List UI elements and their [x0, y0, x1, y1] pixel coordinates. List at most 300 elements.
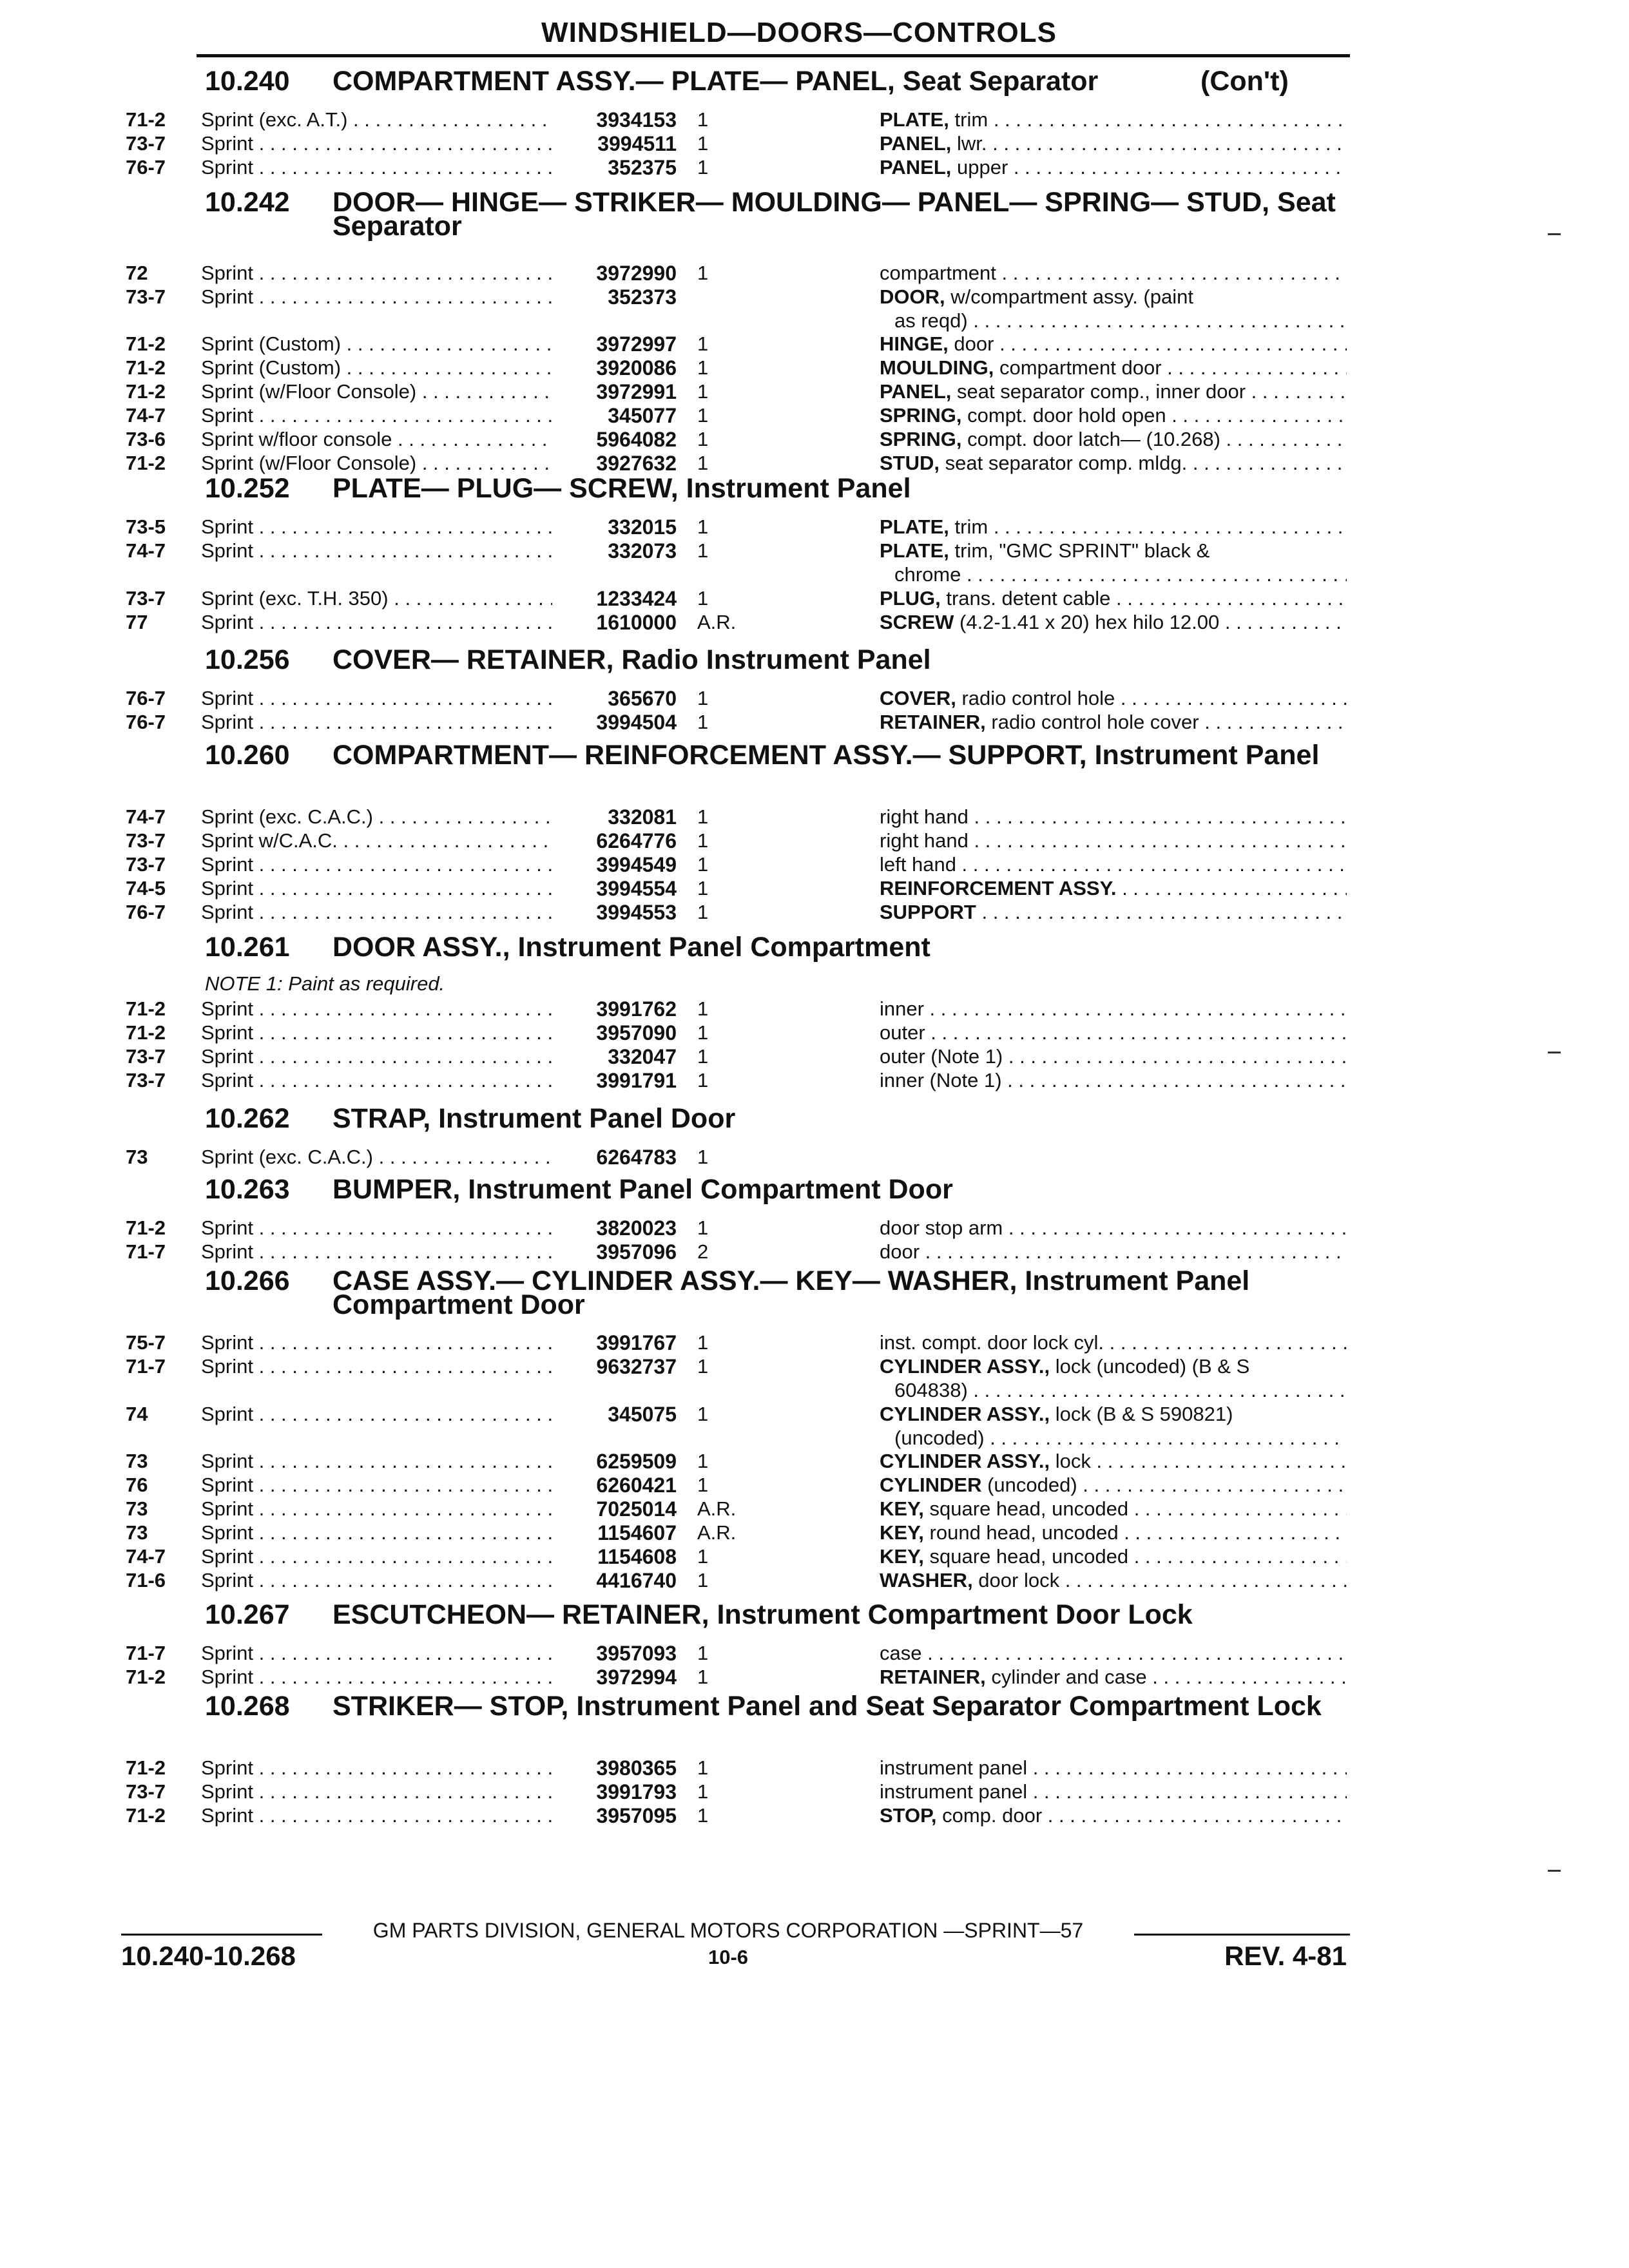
quantity: 1	[697, 156, 709, 178]
part-row	[0, 156, 1629, 179]
model-year-code: 71-2	[126, 452, 166, 474]
part-description	[880, 587, 1347, 610]
part-row	[0, 1545, 1629, 1568]
footer-rule-right	[1134, 1934, 1350, 1936]
model-name: Sprint . . .	[201, 1497, 552, 1521]
part-number: 365670	[608, 687, 677, 710]
part-number: 3972997	[596, 332, 677, 356]
section-title: COVER— RETAINER, Radio Instrument Panel	[333, 644, 931, 675]
description-text: (uncoded)	[981, 1474, 1077, 1496]
part-number: 332047	[608, 1045, 677, 1068]
model-year-code: 72	[126, 262, 148, 284]
section-number: 10.267	[205, 1599, 290, 1630]
section-title: CASE ASSY.— CYLINDER ASSY.— KEY— WASHER, Instrument Panel Compartment Door	[333, 1265, 1250, 1320]
part-description	[880, 539, 1347, 562]
quantity: 1	[697, 877, 709, 899]
part-description	[880, 1666, 1347, 1689]
model-name: Sprint (exc. C.A.C.) . . .	[201, 805, 552, 829]
description-keyword: RETAINER,	[880, 1666, 986, 1688]
quantity: 1	[697, 1545, 709, 1568]
part-number: 1154608	[597, 1545, 677, 1568]
part-number: 6259509	[596, 1450, 677, 1473]
part-row	[0, 515, 1629, 539]
description-keyword: STOP,	[880, 1804, 937, 1827]
description-keyword: MOULDING,	[880, 356, 994, 379]
part-description	[880, 1045, 1347, 1068]
quantity: 2	[697, 1240, 709, 1263]
quantity: 1	[697, 452, 709, 474]
part-description	[880, 108, 1347, 131]
model-name: Sprint . . .	[201, 1756, 552, 1780]
quantity: 1	[697, 1474, 709, 1496]
part-row	[0, 404, 1629, 427]
model-name: Sprint . . .	[201, 1045, 552, 1068]
part-description-continued: 604838) . . .	[894, 1379, 1347, 1402]
description-keyword: PLATE,	[880, 515, 949, 538]
description-keyword: PANEL,	[880, 156, 952, 178]
description-keyword: PLATE,	[880, 539, 949, 562]
model-year-code: 71-2	[126, 1756, 166, 1779]
part-number: 3991791	[596, 1069, 677, 1092]
part-number: 1233424	[596, 587, 677, 610]
part-number: 3820023	[596, 1216, 677, 1240]
part-number: 3994511	[597, 132, 677, 155]
part-number: 3957096	[596, 1240, 677, 1264]
part-description	[880, 829, 1347, 852]
quantity: 1	[697, 380, 709, 403]
quantity: 1	[697, 1666, 709, 1688]
part-row	[0, 1403, 1629, 1426]
model-name: Sprint . . .	[201, 997, 552, 1021]
part-row	[0, 1756, 1629, 1780]
quantity: 1	[697, 1642, 709, 1664]
part-number: 352373	[608, 285, 677, 309]
part-number: 1610000	[596, 611, 677, 634]
model-year-code: 71-2	[126, 356, 166, 379]
model-name: Sprint . . .	[201, 1569, 552, 1592]
model-year-code: 71-2	[126, 1804, 166, 1827]
model-year-code: 73-7	[126, 285, 166, 308]
quantity: 1	[697, 1045, 709, 1068]
part-description	[880, 452, 1347, 475]
description-text: seat separator comp. mldg.	[940, 452, 1188, 474]
model-name: Sprint . . .	[201, 1780, 552, 1803]
section-title: DOOR ASSY., Instrument Panel Compartment	[333, 932, 930, 963]
model-year-code: 73-6	[126, 428, 166, 450]
model-name: Sprint (exc. A.T.) . . .	[201, 108, 552, 131]
part-row	[0, 1450, 1629, 1473]
description-text: radio control hole	[956, 687, 1115, 709]
model-name: Sprint . . .	[201, 1804, 552, 1827]
part-row	[0, 1021, 1629, 1044]
model-name: Sprint (w/Floor Console) . . .	[201, 380, 552, 403]
part-number: 3934153	[596, 108, 677, 131]
part-description-continued: (uncoded) . . .	[894, 1427, 1347, 1450]
description-text: (4.2-1.41 x 20) hex hilo 12.00 . . .	[954, 611, 1253, 633]
model-year-code: 73-7	[126, 132, 166, 155]
description-keyword: SCREW	[880, 611, 954, 633]
model-year-code: 71-6	[126, 1569, 166, 1591]
part-description	[880, 805, 1347, 829]
page-header-title: WINDSHIELD—DOORS—CONTROLS	[541, 17, 1057, 48]
description-keyword: CYLINDER ASSY.,	[880, 1355, 1050, 1378]
description-text: upper	[951, 156, 1008, 178]
part-number: 345077	[608, 404, 677, 427]
quantity: 1	[697, 1804, 709, 1827]
part-number: 3991793	[596, 1780, 677, 1803]
part-number: 352375	[608, 156, 677, 179]
part-number: 3957093	[596, 1642, 677, 1665]
part-description	[880, 1450, 1347, 1473]
part-number: 3957090	[596, 1021, 677, 1044]
part-row	[0, 877, 1629, 900]
part-row	[0, 1216, 1629, 1240]
quantity: 1	[697, 356, 709, 379]
section-number: 10.260	[205, 740, 290, 771]
part-description	[880, 404, 1347, 427]
section-note: NOTE 1: Paint as required.	[205, 972, 445, 995]
model-name: Sprint . . .	[201, 853, 552, 876]
description-text: radio control hole cover	[985, 711, 1199, 733]
part-row	[0, 380, 1629, 403]
description-text: seat separator comp., inner door . .	[951, 380, 1268, 403]
part-row	[0, 1569, 1629, 1592]
model-year-code: 76-7	[126, 156, 166, 178]
quantity: 1	[697, 1450, 709, 1472]
model-name: Sprint . . .	[201, 285, 552, 309]
model-name: Sprint . . .	[201, 687, 552, 710]
description-text: compartment	[880, 262, 996, 284]
quantity: 1	[697, 428, 709, 450]
description-text: cylinder and case	[985, 1666, 1147, 1688]
part-row	[0, 1146, 1629, 1169]
part-number: 6260421	[596, 1474, 677, 1497]
description-keyword: SPRING,	[880, 404, 962, 427]
description-text: comp. door	[936, 1804, 1043, 1827]
section-number: 10.256	[205, 644, 290, 675]
part-description	[880, 1756, 1347, 1780]
model-name: Sprint . . .	[201, 1403, 552, 1426]
part-number: 3972991	[596, 380, 677, 403]
model-year-code: 71-7	[126, 1355, 166, 1378]
model-year-code: 71-7	[126, 1240, 166, 1263]
part-description	[880, 380, 1347, 403]
margin-mark	[1548, 1870, 1561, 1872]
description-text: trim	[949, 515, 988, 538]
part-row	[0, 1804, 1629, 1827]
quantity: 1	[697, 1569, 709, 1591]
section-title: DOOR— HINGE— STRIKER— MOULDING— PANEL— SPRING— STUD, Seat Separator	[333, 187, 1336, 242]
part-row	[0, 356, 1629, 380]
description-keyword: DOOR,	[880, 285, 945, 308]
description-text: compartment door	[994, 356, 1162, 379]
part-description	[880, 1240, 1347, 1264]
model-name: Sprint . . .	[201, 1521, 552, 1544]
model-year-code: 73-7	[126, 829, 166, 852]
part-number: 332081	[608, 805, 677, 829]
part-number: 3927632	[596, 452, 677, 475]
part-row-continued	[0, 309, 1629, 332]
model-year-code: 73-7	[126, 1780, 166, 1803]
description-text: square head, uncoded	[923, 1497, 1129, 1520]
part-description	[880, 1545, 1347, 1568]
part-row	[0, 285, 1629, 309]
model-name: Sprint . . .	[201, 711, 552, 734]
model-name: Sprint . . .	[201, 1666, 552, 1689]
quantity: 1	[697, 1331, 709, 1354]
model-year-code: 74-7	[126, 404, 166, 427]
description-text: square head, uncoded	[923, 1545, 1129, 1568]
part-number: 3991762	[596, 997, 677, 1021]
model-year-code: 74-7	[126, 805, 166, 828]
part-row	[0, 428, 1629, 451]
part-description	[880, 356, 1347, 380]
section-number: 10.261	[205, 932, 290, 963]
part-description	[880, 1331, 1347, 1354]
model-name: Sprint . . .	[201, 132, 552, 155]
part-description	[880, 877, 1347, 900]
part-row	[0, 1045, 1629, 1068]
model-name: Sprint . . .	[201, 262, 552, 285]
part-row-continued	[0, 563, 1629, 586]
part-row-continued	[0, 1379, 1629, 1402]
part-row	[0, 829, 1629, 852]
part-number: 3972990	[596, 262, 677, 285]
model-year-code: 74-7	[126, 539, 166, 562]
description-keyword: PANEL,	[880, 132, 952, 155]
part-row	[0, 711, 1629, 734]
quantity: 1	[697, 687, 709, 709]
description-text: instrument panel	[880, 1780, 1028, 1803]
quantity: A.R.	[697, 611, 737, 633]
model-year-code: 74-7	[126, 1545, 166, 1568]
part-description-continued: chrome . . .	[894, 563, 1347, 586]
description-keyword: SPRING,	[880, 428, 962, 450]
part-description	[880, 611, 1347, 634]
description-text: door stop arm	[880, 1216, 1003, 1239]
part-row	[0, 1355, 1629, 1378]
quantity: 1	[697, 1403, 709, 1425]
description-text: lwr.	[951, 132, 987, 155]
part-row	[0, 1521, 1629, 1544]
section-title: STRAP, Instrument Panel Door	[333, 1103, 736, 1134]
model-year-code: 71-2	[126, 1021, 166, 1044]
part-description	[880, 1497, 1347, 1521]
model-name: Sprint . . .	[201, 1355, 552, 1378]
quantity: 1	[697, 1069, 709, 1091]
part-row	[0, 1497, 1629, 1521]
section-title: PLATE— PLUG— SCREW, Instrument Panel	[333, 473, 911, 504]
description-keyword: HINGE,	[880, 332, 949, 355]
quantity: 1	[697, 1355, 709, 1378]
part-number: 6264776	[596, 829, 677, 852]
quantity: 1	[697, 515, 709, 538]
model-name: Sprint . . .	[201, 1642, 552, 1665]
part-number: 9632737	[596, 1355, 677, 1378]
model-name: Sprint (exc. T.H. 350) . . .	[201, 587, 552, 610]
part-number: 3994549	[596, 853, 677, 876]
model-year-code: 73-5	[126, 515, 166, 538]
part-description	[880, 428, 1347, 451]
part-number: 3980365	[596, 1756, 677, 1780]
model-year-code: 76-7	[126, 687, 166, 709]
quantity: 1	[697, 711, 709, 733]
description-text: trim, "GMC SPRINT" black &	[949, 539, 1210, 562]
description-text: outer (Note 1)	[880, 1045, 1003, 1068]
description-text: instrument panel	[880, 1756, 1028, 1779]
description-keyword: KEY,	[880, 1521, 924, 1544]
model-name: Sprint . . .	[201, 539, 552, 562]
part-row	[0, 1780, 1629, 1803]
footer-range: 10.240-10.268	[121, 1941, 296, 1971]
part-row	[0, 1240, 1629, 1264]
part-number: 3957095	[596, 1804, 677, 1827]
model-name: Sprint . . .	[201, 515, 552, 539]
part-row	[0, 853, 1629, 876]
part-description	[880, 1642, 1347, 1665]
description-text: door	[880, 1240, 920, 1263]
model-name: Sprint w/C.A.C. . . .	[201, 829, 552, 852]
description-keyword: CYLINDER	[880, 1474, 982, 1496]
section-number: 10.242	[205, 187, 290, 218]
section-number: 10.268	[205, 1691, 290, 1722]
model-year-code: 73	[126, 1521, 148, 1544]
model-name: Sprint . . .	[201, 877, 552, 900]
quantity: 1	[697, 1756, 709, 1779]
quantity: 1	[697, 1146, 709, 1168]
part-description	[880, 132, 1347, 155]
part-description	[880, 1069, 1347, 1092]
description-text: trim	[949, 108, 988, 131]
part-row	[0, 539, 1629, 562]
part-row	[0, 997, 1629, 1021]
part-description	[880, 997, 1347, 1021]
footer-page-number: 10-6	[708, 1946, 749, 1968]
description-keyword: KEY,	[880, 1545, 924, 1568]
model-name: Sprint (Custom) . . .	[201, 356, 552, 380]
part-number: 4416740	[596, 1569, 677, 1592]
model-name: Sprint . . .	[201, 1545, 552, 1568]
description-text: door lock	[972, 1569, 1060, 1591]
quantity: 1	[697, 1780, 709, 1803]
model-year-code: 75-7	[126, 1331, 166, 1354]
model-name: Sprint . . .	[201, 404, 552, 427]
model-year-code: 74	[126, 1403, 148, 1425]
section-title: ESCUTCHEON— RETAINER, Instrument Compartment Door Lock	[333, 1599, 1193, 1630]
description-keyword: SUPPORT	[880, 901, 976, 923]
quantity: 1	[697, 997, 709, 1020]
description-keyword: PANEL,	[880, 380, 952, 403]
model-name: Sprint . . .	[201, 1450, 552, 1473]
description-text: door	[948, 332, 994, 355]
quantity: A.R.	[697, 1521, 737, 1544]
part-number: 345075	[608, 1403, 677, 1426]
description-keyword: KEY,	[880, 1497, 924, 1520]
model-year-code: 71-2	[126, 1216, 166, 1239]
description-text: lock (B & S 590821)	[1050, 1403, 1233, 1425]
quantity: 1	[697, 853, 709, 876]
model-name: Sprint . . .	[201, 611, 552, 634]
part-row	[0, 108, 1629, 131]
description-text: lock (uncoded) (B & S	[1050, 1355, 1250, 1378]
quantity: 1	[697, 1021, 709, 1044]
description-text: right hand	[880, 805, 969, 828]
section-title: BUMPER, Instrument Panel Compartment Door	[333, 1174, 953, 1205]
model-year-code: 73	[126, 1497, 148, 1520]
model-year-code: 71-7	[126, 1642, 166, 1664]
description-text: trans. detent cable	[940, 587, 1111, 610]
description-text: round head, uncoded	[923, 1521, 1119, 1544]
part-number: 3994504	[596, 711, 677, 734]
part-row	[0, 132, 1629, 155]
description-text: inner (Note 1)	[880, 1069, 1002, 1091]
section-number: 10.262	[205, 1103, 290, 1134]
part-description	[880, 1216, 1347, 1240]
description-text: left hand	[880, 853, 956, 876]
part-number: 3994554	[596, 877, 677, 900]
model-name: Sprint . . .	[201, 1021, 552, 1044]
model-year-code: 76-7	[126, 711, 166, 733]
part-row	[0, 611, 1629, 634]
description-keyword: CYLINDER ASSY.,	[880, 1450, 1050, 1472]
section-number: 10.240	[205, 66, 290, 97]
model-name: Sprint . . .	[201, 901, 552, 924]
part-number: 332015	[608, 515, 677, 539]
part-description	[880, 156, 1347, 179]
description-keyword: WASHER,	[880, 1569, 973, 1591]
part-description	[880, 332, 1347, 356]
quantity: 1	[697, 132, 709, 155]
part-description	[880, 1403, 1347, 1426]
model-name: Sprint . . .	[201, 1069, 552, 1092]
part-number: 5964082	[596, 428, 677, 451]
description-text: right hand	[880, 829, 969, 852]
quantity: 1	[697, 108, 709, 131]
description-text: case	[880, 1642, 922, 1664]
model-name: Sprint (exc. C.A.C.) . . .	[201, 1146, 552, 1169]
quantity: 1	[697, 539, 709, 562]
margin-mark	[1548, 233, 1561, 235]
quantity: A.R.	[697, 1497, 737, 1520]
part-row	[0, 1474, 1629, 1497]
description-text: w/compartment assy. (paint	[945, 285, 1193, 308]
model-year-code: 73-7	[126, 1045, 166, 1068]
description-text: compt. door latch— (10.268) . . . .	[961, 428, 1265, 450]
part-number: 332073	[608, 539, 677, 562]
quantity: 1	[697, 1216, 709, 1239]
description-text: inst. compt. door lock cyl.	[880, 1331, 1104, 1354]
description-keyword: STUD,	[880, 452, 940, 474]
model-year-code: 71-2	[126, 380, 166, 403]
model-name: Sprint . . .	[201, 1216, 552, 1240]
part-description	[880, 901, 1347, 924]
quantity: 1	[697, 587, 709, 610]
part-row	[0, 1069, 1629, 1092]
part-description	[880, 1569, 1347, 1592]
section-title: COMPARTMENT ASSY.— PLATE— PANEL, Seat Separator	[333, 66, 1099, 97]
model-year-code: 76	[126, 1474, 148, 1496]
description-keyword: REINFORCEMENT ASSY.	[880, 877, 1117, 899]
section-number: 10.263	[205, 1174, 290, 1205]
part-row	[0, 1666, 1629, 1689]
part-row	[0, 1331, 1629, 1354]
part-description	[880, 1021, 1347, 1044]
model-year-code: 73-7	[126, 587, 166, 610]
footer-revision: REV. 4-81	[1224, 1941, 1347, 1971]
part-description	[880, 1521, 1347, 1544]
quantity: 1	[697, 901, 709, 923]
model-name: Sprint . . .	[201, 1331, 552, 1354]
